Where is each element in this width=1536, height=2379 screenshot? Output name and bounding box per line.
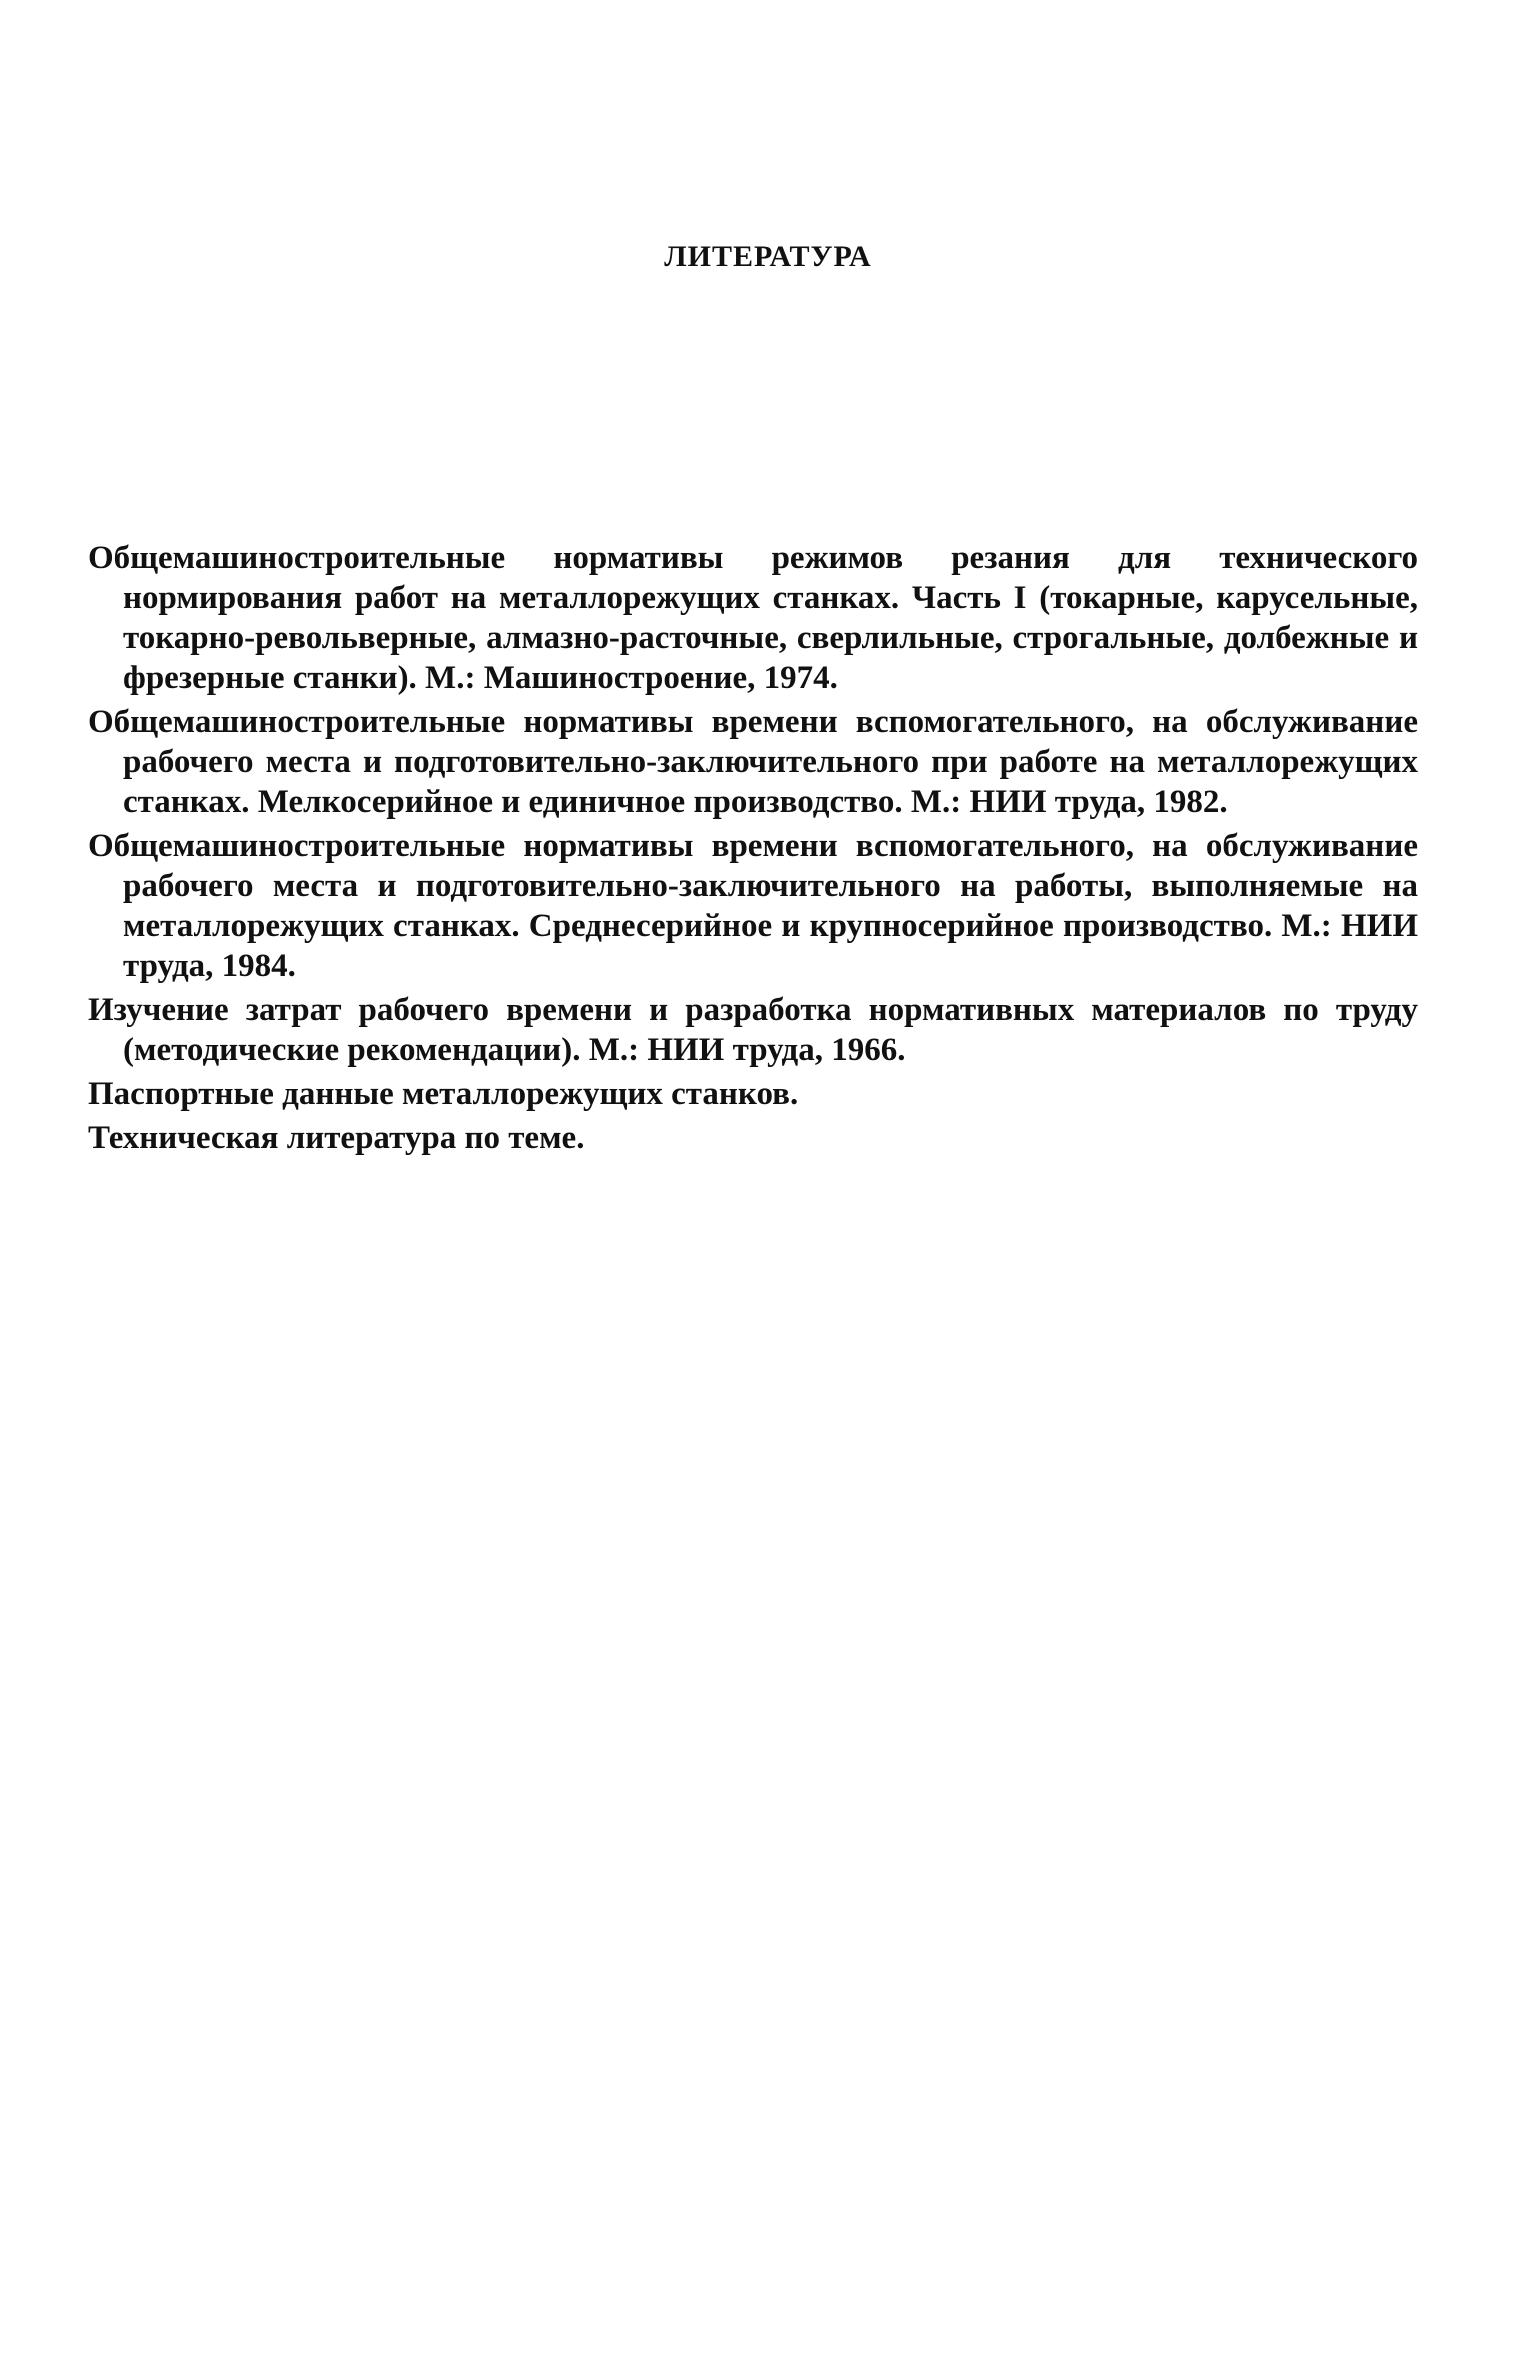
- reference-item: Общемашиностроительные нормативы времени вспомогательного, на обслуживание рабочего места и подготовительно-заключительного на работы, выполняемые на металлорежущих станках. Среднесерийное и крупносерийное производство. М.: НИИ труда, 1984.: [88, 828, 1418, 984]
- reference-item: Паспортные данные металлорежущих станков.: [88, 1076, 799, 1112]
- page-title: ЛИТЕРАТУРА: [664, 240, 872, 273]
- reference-item: Общемашиностроительные нормативы режимов резания для технического нормирования работ на металлорежущих станках. Часть I (токарные, карусельные, токарно-револьверные, алмазно-расточные, сверлильные, строгальные, долбежные и фрезерные станки). М.: Машиностроение, 1974.: [88, 540, 1418, 696]
- reference-item: Техническая литература по теме.: [88, 1120, 585, 1156]
- reference-list: [88, 538, 1418, 1162]
- reference-item: Изучение затрат рабочего времени и разработка нормативных материалов по труду (методические рекомендации). М.: НИИ труда, 1966.: [88, 992, 1418, 1068]
- reference-item: Общемашиностроительные нормативы времени вспомогательного, на обслуживание рабочего места и подготовительно-заключительного при работе на металлорежущих станках. Мелкосерийное и единичное производство. М.: НИИ труда, 1982.: [88, 704, 1418, 820]
